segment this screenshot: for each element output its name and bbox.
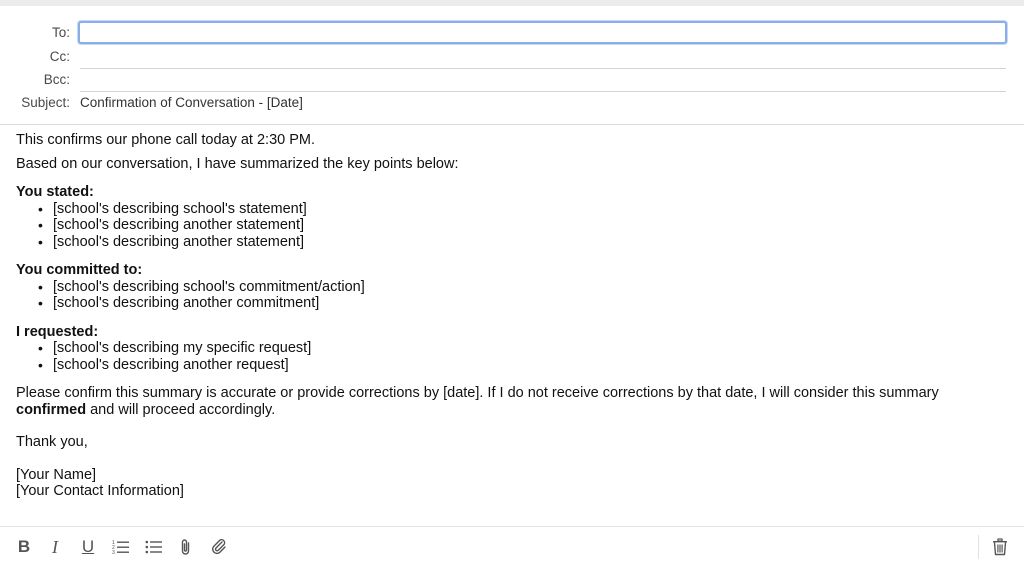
requested-heading-text: I requested: xyxy=(16,323,99,340)
attach-link-icon xyxy=(210,538,228,556)
toolbar-separator xyxy=(978,535,979,559)
header-divider xyxy=(0,124,1024,125)
cc-row xyxy=(0,46,1024,69)
list-item: • [school's describing school's commitment/action] xyxy=(38,279,1006,296)
confirm-tail: and will proceed accordingly. xyxy=(86,401,276,418)
to-field[interactable] xyxy=(78,21,1007,44)
italic-button[interactable] xyxy=(45,537,65,557)
numbered-list-button[interactable] xyxy=(111,537,131,557)
to-label: To: xyxy=(51,25,70,40)
stated-heading-text: You stated: xyxy=(16,184,94,200)
numbered-list-icon xyxy=(112,539,130,555)
confirm-paragraph xyxy=(16,385,1006,418)
list-item: • [school's describing another request] xyxy=(38,357,1006,374)
attach-file-icon xyxy=(179,538,193,556)
attach-file-button[interactable] xyxy=(176,537,196,557)
subject-row xyxy=(0,92,1024,115)
svg-text:3: 3 xyxy=(112,550,115,555)
delete-button[interactable] xyxy=(990,537,1010,557)
cc-label: Cc: xyxy=(49,49,70,64)
message-body[interactable] xyxy=(16,132,1006,500)
to-row xyxy=(0,22,1024,45)
bcc-row xyxy=(0,69,1024,92)
requested-list xyxy=(16,340,1006,373)
bold-button[interactable] xyxy=(14,537,34,557)
body-line-1: This confirms our phone call today at 2:30 PM. xyxy=(16,132,316,148)
underline-icon: U xyxy=(81,537,95,556)
thanks-line: Thank you, xyxy=(16,434,88,450)
bulleted-list-button[interactable] xyxy=(144,537,164,557)
svg-text:2: 2 xyxy=(112,545,115,551)
italic-icon: I xyxy=(52,536,58,557)
signature-name: [Your Name] xyxy=(16,466,97,483)
list-item: • [school's describing another statement] xyxy=(38,234,1006,251)
list-item: • [school's describing another statement] xyxy=(38,217,1006,234)
confirm-text: Please confirm this summary is accurate or provide corrections by [date]. If I do not receive corrections by that date, I will consider this summary xyxy=(16,385,939,401)
trash-icon xyxy=(992,538,1008,556)
list-item: • [school's describing my specific request] xyxy=(38,340,1006,357)
list-item: • [school's describing another commitment] xyxy=(38,295,1006,312)
bold-icon: B xyxy=(17,537,31,556)
confirm-bold: confirmed xyxy=(16,401,87,418)
list-item: • [school's describing school's statement] xyxy=(38,201,1006,218)
body-line-2: Based on our conversation, I have summarized the key points below: xyxy=(16,155,459,172)
committed-heading-text: You committed to: xyxy=(16,262,143,278)
bulleted-list-icon xyxy=(145,539,163,555)
format-toolbar xyxy=(0,526,1024,565)
stated-heading xyxy=(16,184,1006,201)
signature-contact: [Your Contact Information] xyxy=(16,483,184,499)
subject-label: Subject: xyxy=(21,95,70,110)
bcc-label: Bcc: xyxy=(43,72,70,87)
requested-heading xyxy=(16,324,1006,341)
svg-text:1: 1 xyxy=(112,540,115,546)
committed-list xyxy=(16,279,1006,312)
stated-list xyxy=(16,201,1006,251)
underline-button[interactable] xyxy=(78,537,98,557)
subject-field[interactable]: Confirmation of Conversation - [Date] xyxy=(80,95,303,110)
committed-heading xyxy=(16,262,1006,279)
attach-link-button[interactable] xyxy=(209,537,229,557)
